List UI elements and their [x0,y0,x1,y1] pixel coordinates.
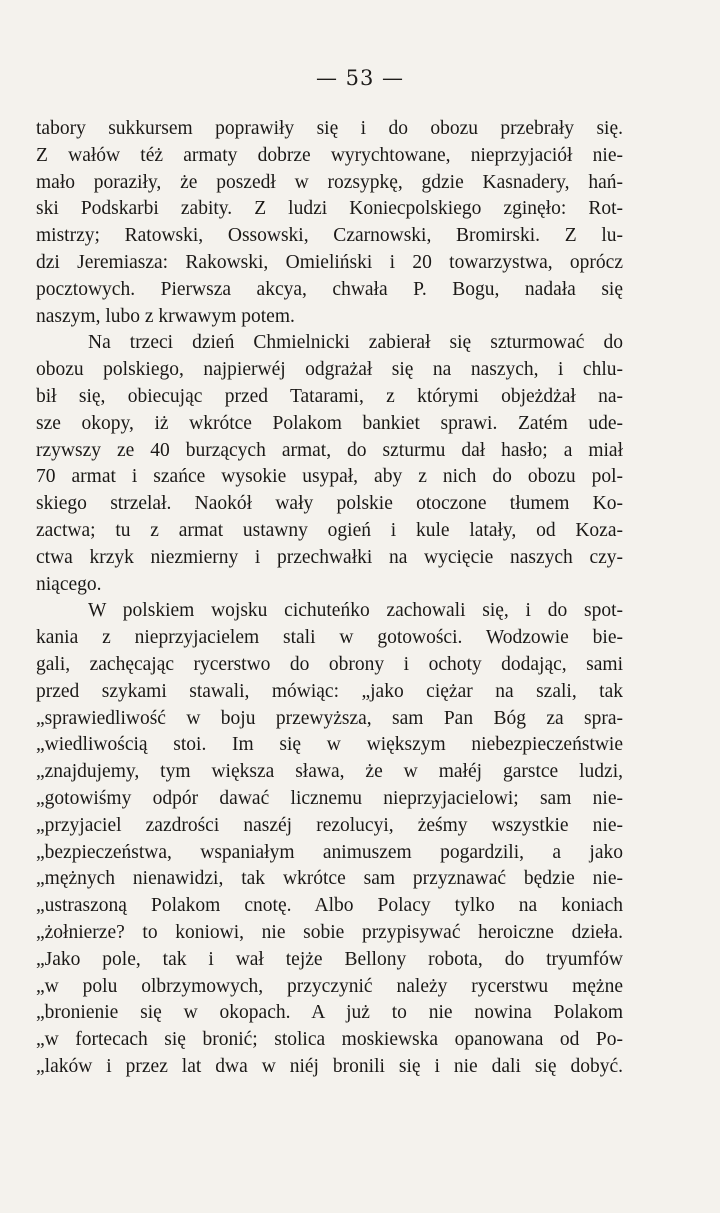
text-line: pocztowych. Pierwsza akcya, chwała P. Bogu, nadała się [36,278,623,300]
text-line: „gotowiśmy odpór dawać licznemu nieprzyjacielowi; sam nie- [36,787,623,809]
text-line: „mężnych nienawidzi, tak wkrótce sam przyznawać będzie nie- [36,868,623,890]
text-line: dzi Jeremiasza: Rakowski, Omieliński i 20 towarzystwa, oprócz [36,251,623,273]
body-text [36,116,623,1081]
text-line: bił się, obiecując przed Tatarami, z którymi objeżdżał na- [36,385,623,407]
text-line: Z wałów téż armaty dobrze wyrychtowane, nieprzyjaciół nie- [36,144,623,166]
text-line: „Jako pole, tak i wał tejże Bellony robota, do tryumfów [36,948,623,970]
text-line: zactwa; tu z armat ustawny ogień i kule latały, od Koza- [36,519,623,541]
text-line: „laków i przez lat dwa w niéj bronili się i nie dali się dobyć. [36,1055,623,1077]
text-line: gali, zachęcając rycerstwo do obrony i ochoty dodając, sami [36,653,623,675]
text-line: „w fortecach się bronić; stolica moskiewska opanowana od Po- [36,1029,623,1051]
text-line: przed szykami stawali, mówiąc: „jako ciężar na szali, tak [36,680,623,702]
text-line: „żołnierze? to koniowi, nie sobie przypisywać heroiczne dzieła. [36,921,623,943]
text-line: niącego. [36,573,102,595]
text-line: „bronienie się w okopach. A już to nie nowina Polakom [36,1002,623,1024]
text-line: naszym, lubo z krwawym potem. [36,305,295,327]
text-line: Na trzeci dzień Chmielnicki zabierał się szturmować do [88,332,623,354]
text-line: obozu polskiego, najpierwéj odgrażał się na naszych, i chlu- [36,359,623,381]
text-line: skiego strzelał. Naokół wały polskie otoczone tłumem Ko- [36,493,623,515]
text-line: kania z nieprzyjacielem stali w gotowości. Wodzowie bie- [36,627,623,649]
text-line: „ustraszoną Polakom cnotę. Albo Polacy tylko na koniach [36,895,623,917]
text-line: rzywszy ze 40 burzących armat, do szturmu dał hasło; a miał [36,439,623,461]
text-line: W polskiem wojsku cichuteńko zachowali się, i do spot- [88,600,623,622]
text-line: „znajdujemy, tym większa sława, że w małéj garstce ludzi, [36,761,623,783]
page-number: — 53 — [315,66,405,90]
text-line: ski Podskarbi zabity. Z ludzi Koniecpolskiego zginęło: Rot- [36,198,623,220]
text-line: tabory sukkursem poprawiły się i do obozu przebrały się. [36,118,623,139]
text-line: „sprawiedliwość w boju przewyższa, sam Pan Bóg za spra- [36,707,623,729]
text-line: 70 armat i szańce wysokie usypał, aby z nich do obozu pol- [36,466,623,488]
text-line: mało poraziły, że poszedł w rozsypkę, gdzie Kasnadery, hań- [36,171,623,193]
text-line: mistrzy; Ratowski, Ossowski, Czarnowski, Bromirski. Z lu- [36,225,623,247]
text-line: sze okopy, iż wkrótce Polakom bankiet sprawi. Zatém ude- [36,412,623,434]
text-line: ctwa krzyk niezmierny i przechwałki na wycięcie naszych czy- [36,546,623,568]
text-line: „bezpieczeństwa, wspaniałym animuszem pogardzili, a jako [36,841,623,863]
text-line: „wiedliwością stoi. Im się w większym niebezpieczeństwie [36,734,623,756]
text-line: „przyjaciel zazdrości naszéj rezolucyi, żeśmy wszystkie nie- [36,814,623,836]
text-line: „w polu olbrzymowych, przyczynić należy rycerstwu mężne [36,975,623,997]
